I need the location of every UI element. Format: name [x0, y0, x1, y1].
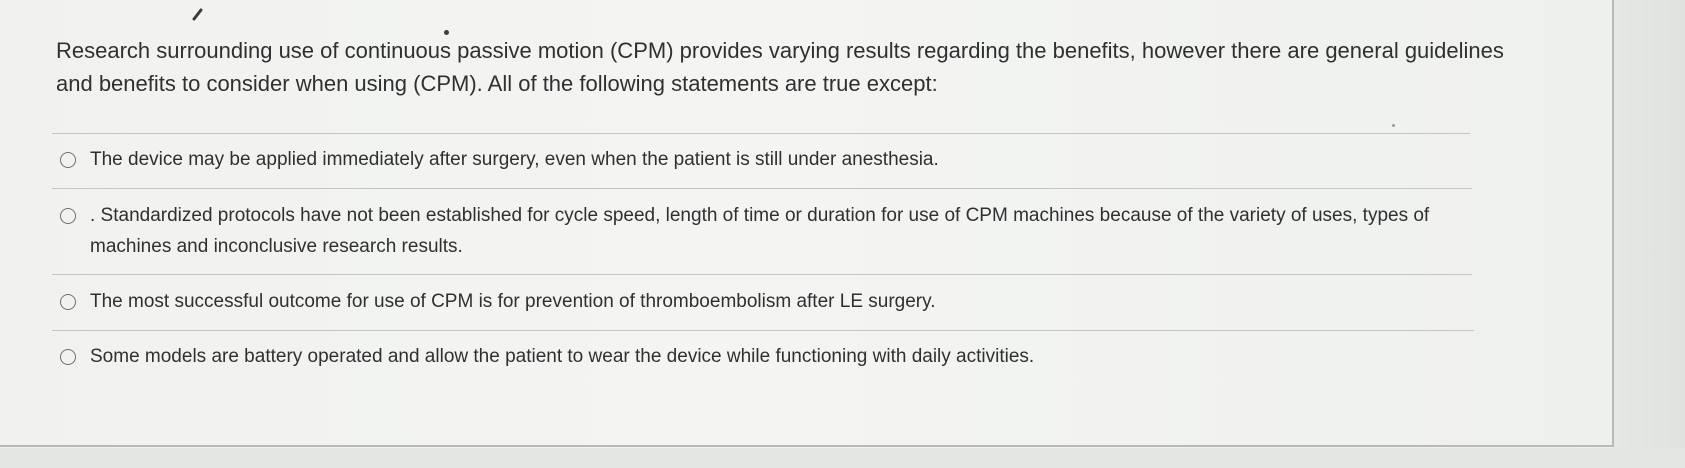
divider	[52, 133, 1470, 134]
divider	[52, 188, 1472, 189]
answer-option-label: . Standardized protocols have not been established for cycle speed, length of time or duration for use of CPM machines because of the variety of uses, types of machines and inconclusive research results.	[90, 205, 1430, 257]
page-right-margin	[1612, 0, 1685, 468]
answer-option-label: The device may be applied immediately after surgery, even when the patient is still under anesthesia.	[90, 149, 939, 170]
answer-option-4[interactable]	[60, 343, 1560, 372]
pen-mark-icon	[190, 6, 206, 22]
page-bottom-margin	[0, 448, 1685, 468]
answer-option-label: The most successful outcome for use of CPM is for prevention of thromboembolism after LE surgery.	[90, 291, 936, 312]
radio-unselected-icon[interactable]	[60, 152, 76, 168]
answer-option-1[interactable]	[60, 146, 1560, 175]
answer-option-3[interactable]	[60, 288, 1560, 317]
radio-unselected-icon[interactable]	[60, 208, 76, 224]
question-prompt: Research surrounding use of continuous passive motion (CPM) provides varying results regarding the benefits, however there are general guidelines and benefits to consider when using (CPM). All of the following statements are true except:	[56, 38, 1504, 96]
answer-option-2[interactable]	[60, 202, 1480, 262]
answer-option-label: Some models are battery operated and allow the patient to wear the device while functioning with daily activities.	[90, 346, 1035, 367]
divider	[52, 330, 1474, 331]
screen-speck	[1392, 124, 1395, 127]
divider	[52, 274, 1472, 275]
radio-unselected-icon[interactable]	[60, 294, 76, 310]
radio-unselected-icon[interactable]	[60, 349, 76, 365]
